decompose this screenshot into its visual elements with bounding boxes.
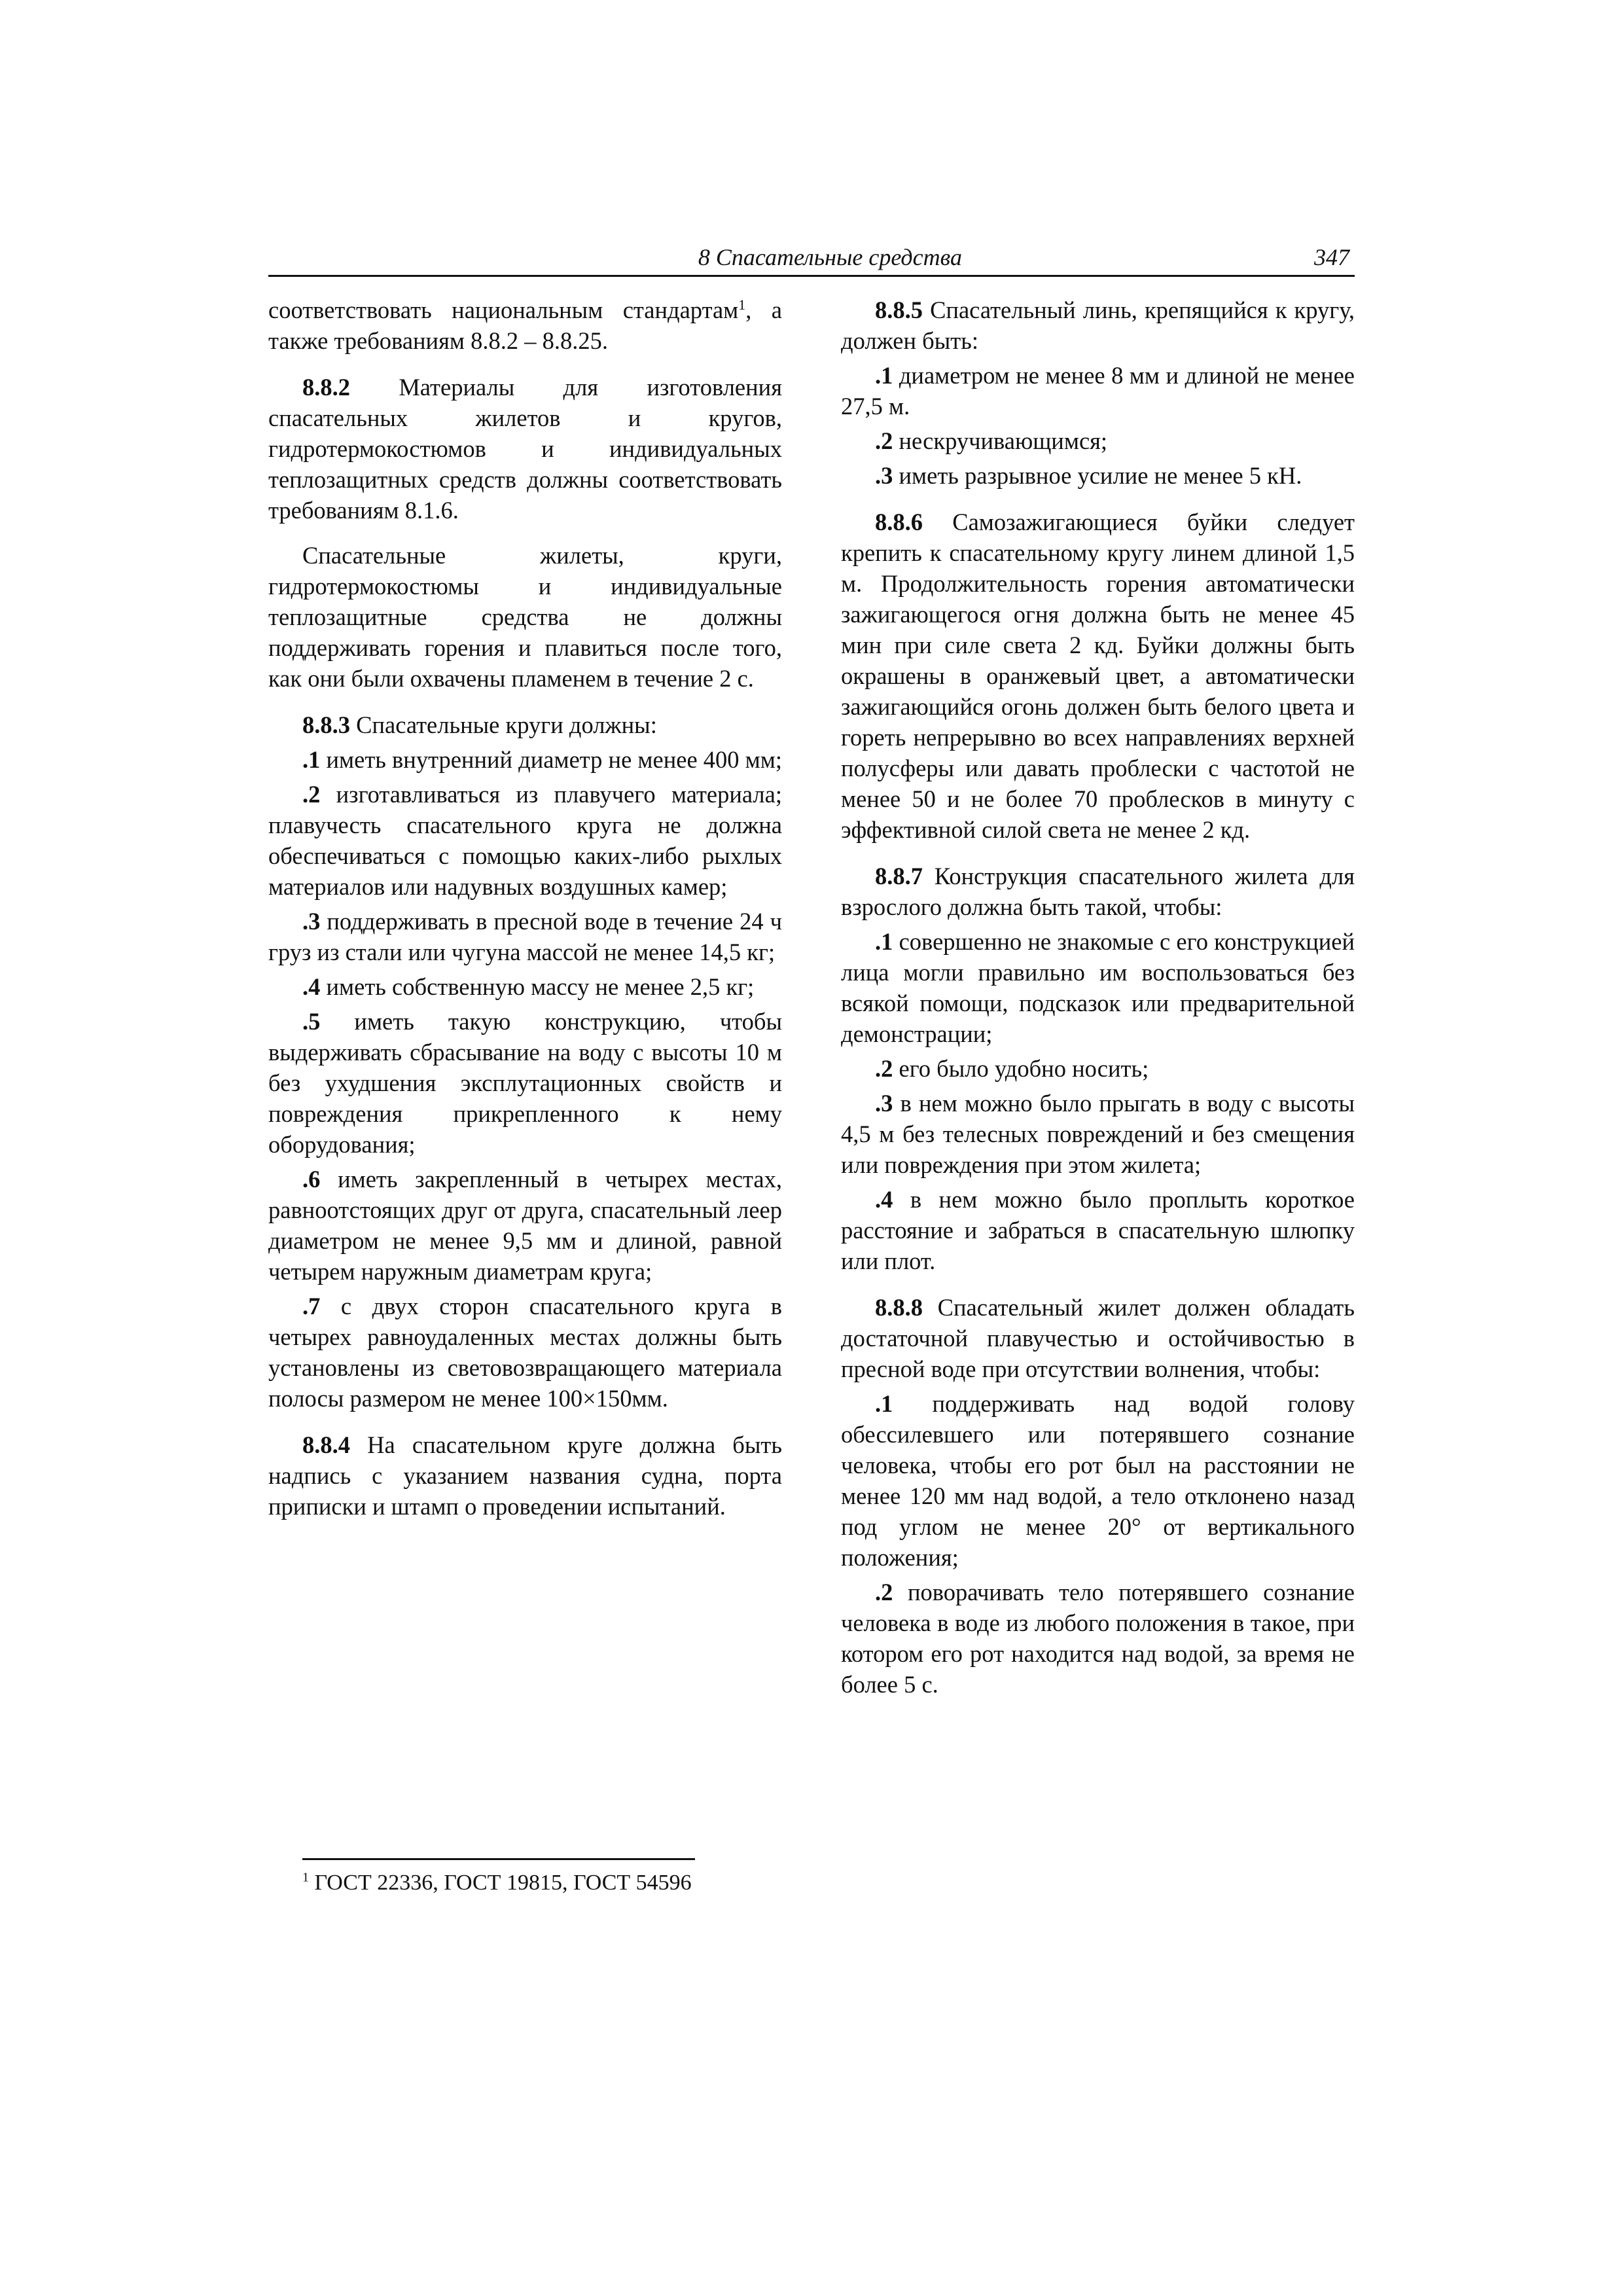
left-column xyxy=(268,295,782,1522)
list-item: .1 иметь внутренний диаметр не менее 400 мм; xyxy=(302,746,782,773)
list-item: .2 изготавливаться из плавучего материала; плавучесть спасательного круга не должна обеспечиваться с помощью каких-либо рыхлых материалов или надувных воздушных камер; xyxy=(268,781,782,900)
section-number: 8.8.6 xyxy=(875,509,923,535)
section-8-8-4: 8.8.4 На спасательном круге должна быть надпись с указанием названия судна, порта приписки и штамп о проведении испытаний. xyxy=(268,1431,782,1520)
footnote-ref: 1 xyxy=(738,296,746,313)
list-item: .3 иметь разрывное усилие не менее 5 кН. xyxy=(875,462,1302,489)
section-8-8-2: 8.8.2 Материалы для изготовления спасательных жилетов и кругов, гидротермокостюмов и индивидуальных теплозащитных средств должны соответствовать требованиям 8.1.6. xyxy=(268,374,782,524)
list-item: .7 с двух сторон спасательного круга в четырех равноудаленных местах должны быть установлены из световозвращающего материала полосы размером не менее 100×150мм. xyxy=(268,1293,782,1412)
section-8-8-8: 8.8.8 Спасательный жилет должен обладать достаточной плавучестью и остойчивостью в пресной воде при отсутствии волнения, чтобы: xyxy=(841,1294,1355,1382)
page-number: 347 xyxy=(1314,244,1349,270)
list-item: .5 иметь такую конструкцию, чтобы выдерживать сбрасывание на воду с высоты 10 м без ухудшения эксплутационных свойств и повреждения прикрепленного к нему оборудования; xyxy=(268,1008,782,1158)
section-number: 8.8.5 xyxy=(875,296,923,323)
section-8-8-3: 8.8.3 Спасательные круги должны: xyxy=(302,711,657,738)
list-item: .2 поворачивать тело потерявшего сознание человека в воде из любого положения в такое, при котором его рот находится над водой, за время не более 5 с. xyxy=(841,1579,1355,1698)
footnote xyxy=(302,1869,760,1897)
list-item: .6 иметь закрепленный в четырех местах, равноотстоящих друг от друга, спасательный леер диаметром не менее 9,5 мм и длиной, равной четырем наружным диаметрам круга; xyxy=(268,1166,782,1285)
list-item: .4 иметь собственную массу не менее 2,5 кг; xyxy=(302,973,755,1000)
section-8-8-6: 8.8.6 Самозажигающиеся буйки следует крепить к спасательному кругу линем длиной 1,5 м. Продолжительность горения автоматически зажигающегося огня должна быть не менее 45 мин при силе света 2 кд. Буйки должны быть окрашены в оранжевый цвет, а автоматически зажигающийся огонь должен быть белого цвета и гореть непрерывно во всех направлениях верхней полусферы или давать проблески с частотой не менее 50 и не более 70 проблесков в минуту с эффективной силой света не менее 2 кд. xyxy=(841,509,1355,843)
list-item: .3 поддерживать в пресной воде в течение 24 ч груз из стали или чугуна массой не менее 14,5 кг; xyxy=(268,908,782,965)
list-item: .1 поддерживать над водой голову обессилевшего или потерявшего сознание человека, чтобы его рот был на расстоянии не менее 120 мм над водой, а тело отклонено назад под углом не менее 20° от вертикального положения; xyxy=(841,1390,1355,1571)
footnote-text: ГОСТ 22336, ГОСТ 19815, ГОСТ 54596 xyxy=(314,1871,692,1895)
section-number: 8.8.7 xyxy=(875,863,923,889)
paragraph-fire-resistance: Спасательные жилеты, круги, гидротермокостюмы и индивидуальные теплозащитные средства не должны поддерживать горения и плавиться после того, как они были охвачены пламенем в течение 2 с. xyxy=(268,542,782,692)
right-column xyxy=(841,295,1355,1700)
list-item: .2 нескручивающимся; xyxy=(875,427,1108,454)
list-item: .4 в нем можно было проплыть короткое расстояние и забраться в спасательную шлюпку или плот. xyxy=(841,1186,1355,1274)
section-8-8-7: 8.8.7 Конструкция спасательного жилета для взрослого должна быть такой, чтобы: xyxy=(841,863,1355,920)
list-item: .3 в нем можно было прыгать в воду с высоты 4,5 м без телесных повреждений и без смещения или повреждения при этом жилета; xyxy=(841,1090,1355,1178)
paragraph-continuation: соответствовать национальным стандартам$^1$, а также требованиям 8.8.2 – 8.8.25. xyxy=(268,296,782,354)
section-number: 8.8.4 xyxy=(302,1431,350,1458)
section-number: 8.8.3 xyxy=(302,711,350,738)
list-item: .1 совершенно не знакомые с его конструкцией лица могли правильно им воспользоваться без всякой помощи, подсказок или предварительной демонстрации; xyxy=(841,928,1355,1047)
list-item: .1 диаметром не менее 8 мм и длиной не менее 27,5 м. xyxy=(841,362,1355,420)
list-item: .2 его было удобно носить; xyxy=(875,1055,1149,1082)
section-number: 8.8.2 xyxy=(302,374,350,401)
section-number: 8.8.8 xyxy=(875,1294,923,1321)
section-8-8-5: 8.8.5 Спасательный линь, крепящийся к кругу, должен быть: xyxy=(841,296,1355,354)
footnote-divider xyxy=(302,1858,695,1860)
footnote-mark: 1 xyxy=(302,1870,309,1885)
page-header xyxy=(268,242,1355,277)
running-title: 8 Спасательные средства xyxy=(698,244,962,270)
